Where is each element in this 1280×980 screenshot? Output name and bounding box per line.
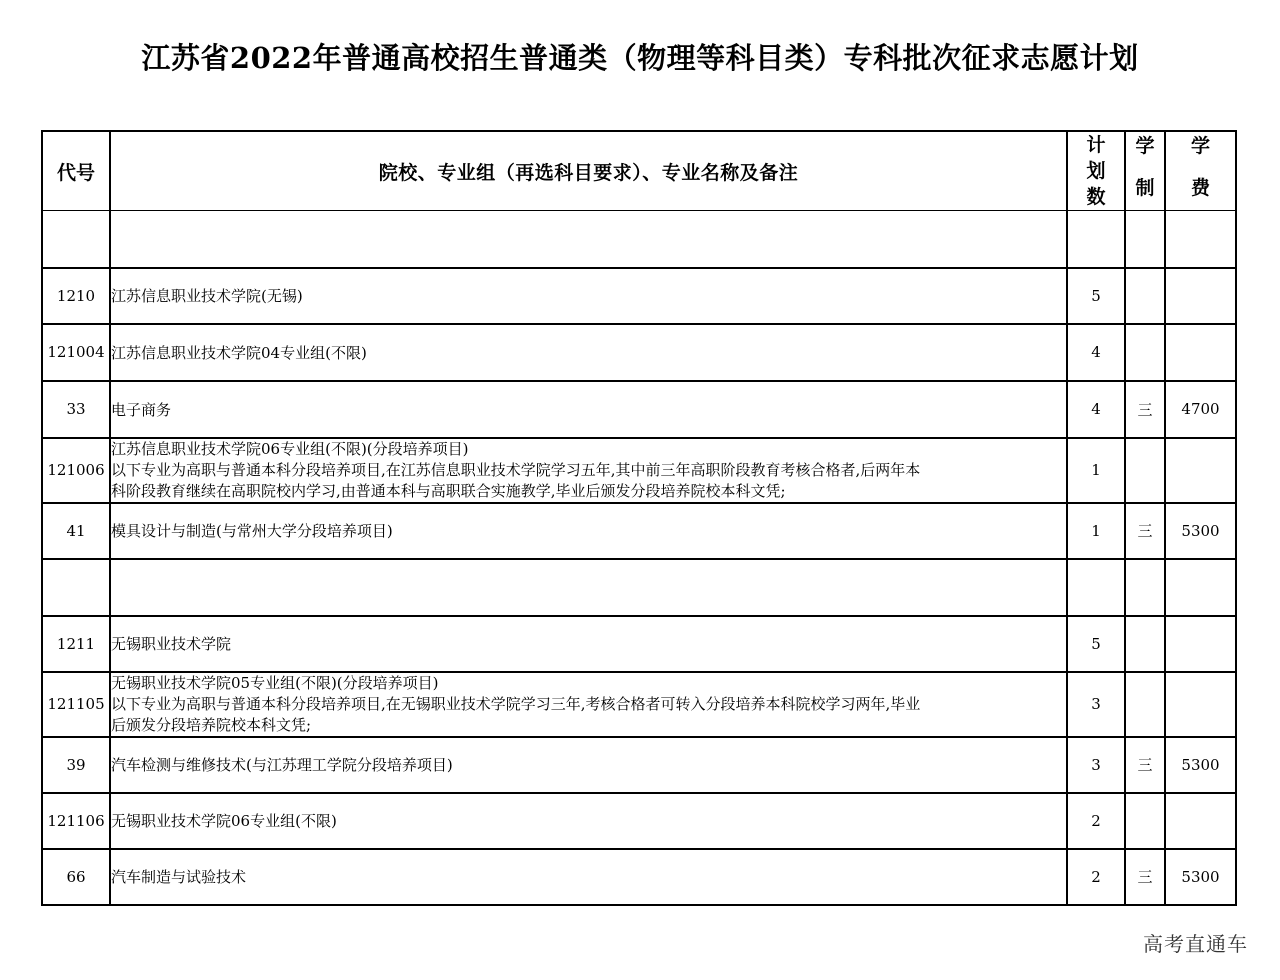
table-row [42, 793, 1236, 849]
table-row [42, 438, 1236, 503]
cell-code [42, 559, 110, 616]
cell-plan-count: 4 [1067, 324, 1125, 381]
description-line: 汽车检测与维修技术(与江苏理工学院分段培养项目) [111, 756, 453, 774]
cell-plan-count: 1 [1067, 438, 1125, 503]
cell-description [110, 324, 1067, 381]
cell-plan-count [1067, 559, 1125, 616]
header-years-char [1126, 157, 1164, 178]
header-plan-char: 数 [1086, 186, 1106, 208]
cell-fee: 5300 [1165, 849, 1236, 905]
cell-code: 33 [42, 381, 110, 438]
cell-code: 121006 [42, 438, 110, 503]
table-header-row [42, 131, 1236, 211]
cell-code: 66 [42, 849, 110, 905]
cell-code: 1210 [42, 268, 110, 324]
cell-fee [1165, 616, 1236, 672]
header-code: 代号 [42, 131, 110, 211]
table-row [42, 381, 1236, 438]
cell-description [110, 849, 1067, 905]
description-line: 科阶段教育继续在高职院校内学习,由普通本科与高职联合实施教学,毕业后颁发分段培养院校本科文凭; [111, 481, 786, 500]
description-line: 无锡职业技术学院 [111, 635, 232, 653]
header-fee [1165, 131, 1236, 211]
description-line: 以下专业为高职与普通本科分段培养项目,在无锡职业技术学院学习三年,考核合格者可转入分段培养本科院校学习两年,毕业 [111, 694, 921, 713]
cell-description [110, 268, 1067, 324]
cell-years: 三 [1125, 737, 1165, 793]
cell-years [1125, 438, 1165, 503]
description-line: 无锡职业技术学院05专业组(不限)(分段培养项目) [111, 673, 439, 692]
cell-description [110, 559, 1067, 616]
cell-code: 1211 [42, 616, 110, 672]
cell-code: 121004 [42, 324, 110, 381]
cell-fee [1165, 268, 1236, 324]
cell-plan-count: 4 [1067, 381, 1125, 438]
cell-fee [1165, 793, 1236, 849]
cell-code: 39 [42, 737, 110, 793]
table-row [42, 672, 1236, 737]
cell-fee: 5300 [1165, 737, 1236, 793]
cell-plan-count: 1 [1067, 503, 1125, 559]
header-plan-count [1067, 131, 1125, 211]
cell-code: 41 [42, 503, 110, 559]
description-line: 后颁发分段培养院校本科文凭; [111, 715, 312, 734]
description-line: 江苏信息职业技术学院04专业组(不限) [111, 343, 367, 362]
table-row [42, 559, 1236, 616]
header-plan-char: 划 [1086, 160, 1106, 182]
table-row [42, 616, 1236, 672]
header-plan-char: 计 [1086, 134, 1106, 156]
cell-years [1125, 616, 1165, 672]
description-line: 无锡职业技术学院06专业组(不限) [111, 812, 337, 830]
cell-years [1125, 559, 1165, 616]
cell-description [110, 737, 1067, 793]
cell-years [1125, 211, 1165, 268]
page-title: 江苏省2022年普通高校招生普通类（物理等科目类）专科批次征求志愿计划 [141, 41, 1139, 75]
cell-fee [1165, 438, 1236, 503]
header-fee-char: 学 [1190, 135, 1210, 157]
cell-plan-count: 3 [1067, 672, 1125, 737]
cell-plan-count: 2 [1067, 849, 1125, 905]
table-row [42, 268, 1236, 324]
cell-code [42, 211, 110, 268]
enrollment-plan-table [41, 130, 1237, 906]
cell-years [1125, 324, 1165, 381]
cell-plan-count: 5 [1067, 268, 1125, 324]
header-years-char: 制 [1135, 177, 1155, 199]
table-row [42, 737, 1236, 793]
cell-fee [1165, 672, 1236, 737]
cell-fee [1165, 211, 1236, 268]
cell-fee: 4700 [1165, 381, 1236, 438]
table-row [42, 211, 1236, 268]
cell-description [110, 616, 1067, 672]
table-row [42, 324, 1236, 381]
cell-plan-count: 3 [1067, 737, 1125, 793]
cell-years: 三 [1125, 503, 1165, 559]
description-line: 以下专业为高职与普通本科分段培养项目,在江苏信息职业技术学院学习五年,其中前三年高职阶段教育考核合格者,后两年本 [111, 460, 921, 479]
cell-fee: 5300 [1165, 503, 1236, 559]
description-line: 电子商务 [111, 400, 172, 419]
cell-fee [1165, 324, 1236, 381]
cell-description [110, 672, 1067, 737]
cell-years: 三 [1125, 849, 1165, 905]
description-line: 汽车制造与试验技术 [111, 868, 247, 886]
description-line: 江苏信息职业技术学院06专业组(不限)(分段培养项目) [111, 439, 469, 458]
table-row [42, 849, 1236, 905]
cell-years: 三 [1125, 381, 1165, 438]
header-years-char: 学 [1135, 135, 1155, 157]
cell-code: 121105 [42, 672, 110, 737]
table-body [42, 211, 1236, 905]
cell-plan-count [1067, 211, 1125, 268]
watermark: 高考直通车 [1143, 932, 1248, 956]
header-fee-char: 费 [1190, 177, 1210, 199]
description-line: 江苏信息职业技术学院(无锡) [111, 287, 303, 305]
cell-plan-count: 5 [1067, 616, 1125, 672]
header-description: 院校、专业组（再选科目要求）、专业名称及备注 [110, 131, 1067, 211]
cell-fee [1165, 559, 1236, 616]
cell-description [110, 211, 1067, 268]
cell-code: 121106 [42, 793, 110, 849]
cell-description [110, 438, 1067, 503]
cell-plan-count: 2 [1067, 793, 1125, 849]
header-fee-char [1166, 157, 1235, 178]
cell-years [1125, 793, 1165, 849]
cell-years [1125, 672, 1165, 737]
description-line: 模具设计与制造(与常州大学分段培养项目) [111, 522, 393, 540]
cell-description [110, 381, 1067, 438]
cell-description [110, 793, 1067, 849]
header-years [1125, 131, 1165, 211]
table-row [42, 503, 1236, 559]
cell-years [1125, 268, 1165, 324]
cell-description [110, 503, 1067, 559]
